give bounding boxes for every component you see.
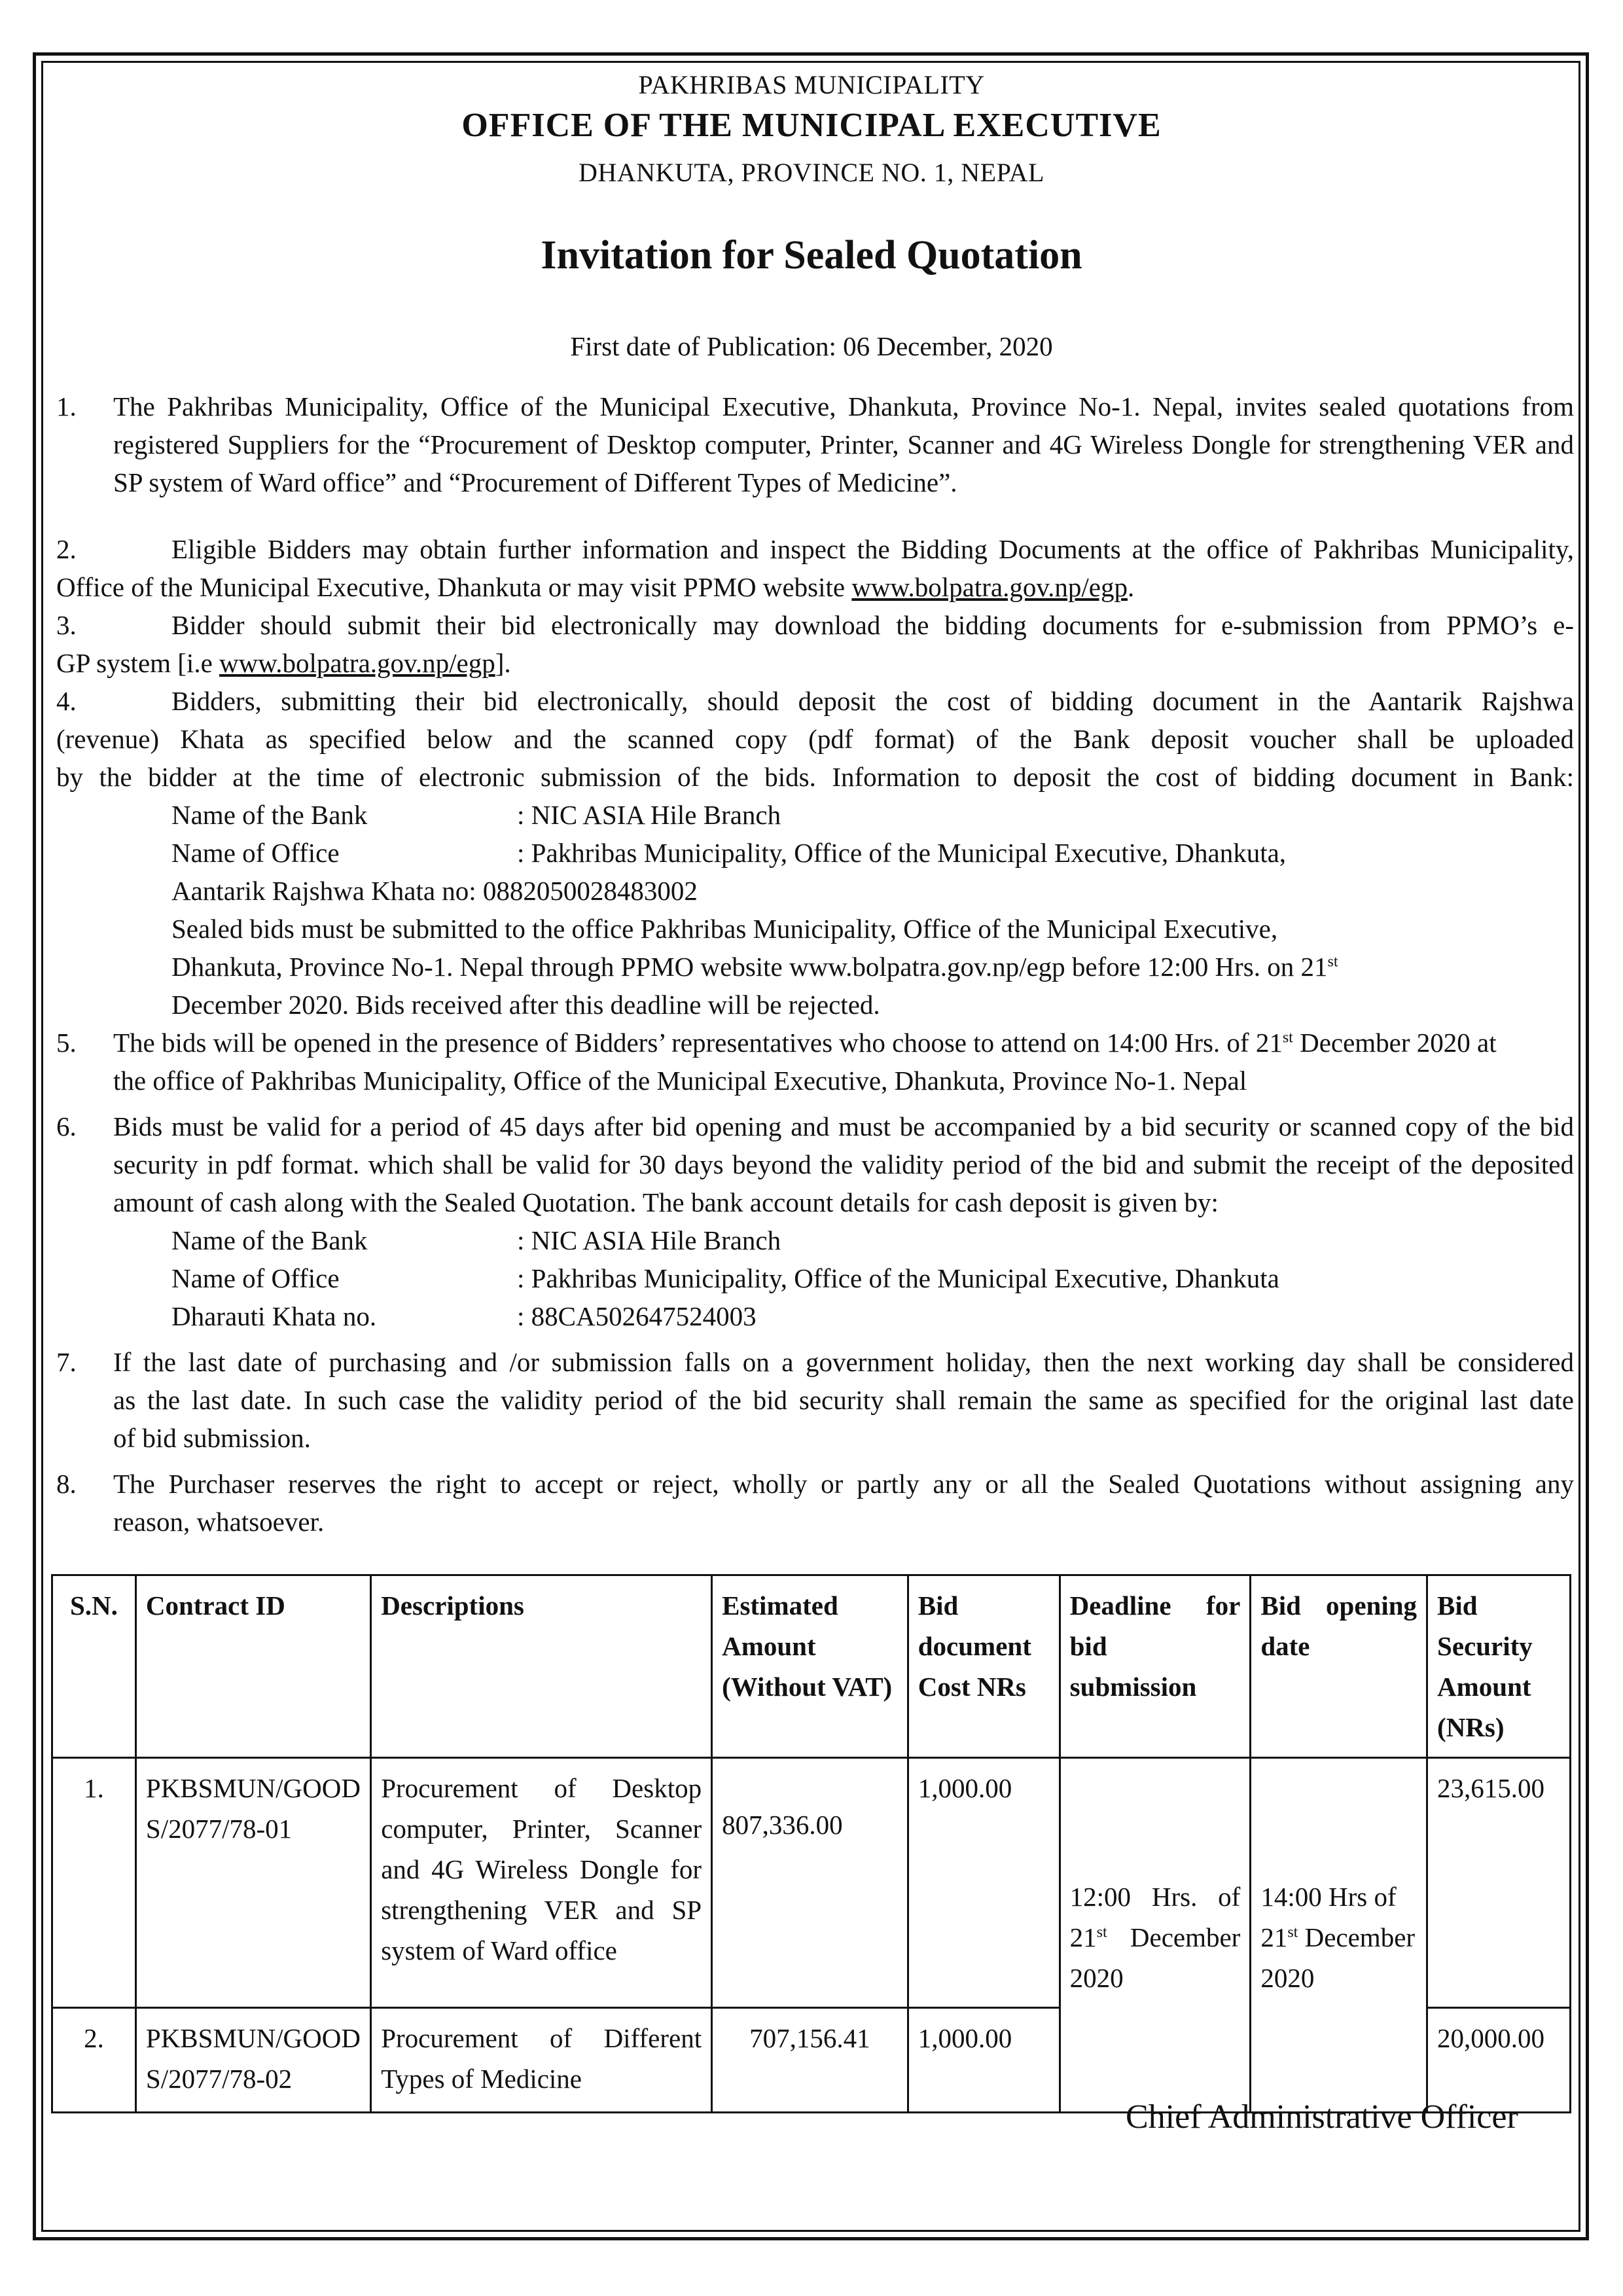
item-number: 1. <box>56 391 77 422</box>
item-6-line: amount of cash along with the Sealed Quotation. The bank account details for cash deposit is given by: <box>113 1187 1219 1217</box>
ordinal-suffix: st <box>1096 1924 1107 1941</box>
item-5-text: December 2020 at <box>1293 1028 1497 1058</box>
item-number: 5. <box>56 1028 77 1058</box>
item-8-line: The Purchaser reserves the right to accept or reject, wholly or partly any or all the Sealed Quotations without assigning any <box>113 1469 1574 1499</box>
dharauti-khata-value: : 88CA502647524003 <box>517 1301 757 1331</box>
egp-system-link[interactable]: www.bolpatra.gov.np/egp <box>219 648 495 678</box>
item-2-line <box>56 571 1134 603</box>
column-header-deadline: Deadline for bid submission <box>1060 1575 1251 1758</box>
bank-name-label: Name of the Bank <box>171 1225 368 1255</box>
ordinal-suffix: st <box>1327 953 1338 971</box>
item-number: 4. <box>56 686 77 716</box>
item-7-line: of bid submission. <box>113 1423 311 1453</box>
item-4-line: (revenue) Khata as specified below and the scanned copy (pdf format) of the Bank deposit voucher shall be uploaded <box>56 724 1574 754</box>
item-number: 3. <box>56 610 77 640</box>
table-row <box>52 1758 1571 2008</box>
revenue-khata-number: Aantarik Rajshwa Khata no: 0882050028483002 <box>171 876 698 906</box>
opening-text: 14:00 Hrs of 21 <box>1260 1882 1397 1952</box>
notice-title: Invitation for Sealed Quotation <box>541 233 1082 278</box>
cell-estimated-amount: 707,156.41 <box>712 2008 908 2113</box>
item-3-line: Bidder should submit their bid electronically may download the bidding documents for e-submission from PPMO’s e- <box>171 610 1574 640</box>
item-3-text: ]. <box>495 648 511 678</box>
cell-bid-document-cost: 1,000.00 <box>908 1758 1060 2008</box>
office-name-value: : Pakhribas Municipality, Office of the Municipal Executive, Dhankuta, <box>517 838 1287 868</box>
item-number: 6. <box>56 1111 77 1141</box>
cell-bid-security: 23,615.00 <box>1427 1758 1571 2008</box>
cell-contract-id: PKBSMUN/GOODS/2077/78-02 <box>135 2008 370 2113</box>
item-8-line: reason, whatsoever. <box>113 1507 325 1537</box>
item-number: 8. <box>56 1469 77 1499</box>
column-header-contract-id: Contract ID <box>135 1575 370 1758</box>
office-name-value: : Pakhribas Municipality, Office of the Municipal Executive, Dhankuta <box>517 1263 1279 1293</box>
submission-deadline-note: December 2020. Bids received after this deadline will be rejected. <box>171 990 880 1020</box>
bank-name-value: : NIC ASIA Hile Branch <box>517 800 781 830</box>
table-header-row <box>52 1575 1571 1758</box>
bank-name-value: : NIC ASIA Hile Branch <box>517 1225 781 1255</box>
column-header-estimated-amount: Estimated Amount (Without VAT) <box>712 1575 908 1758</box>
item-number: 7. <box>56 1347 77 1377</box>
publication-date: First date of Publication: 06 December, 2020 <box>570 331 1053 361</box>
item-4-line: Bidders, submitting their bid electronically, should deposit the cost of bidding document in the Aantarik Rajshwa <box>171 686 1574 716</box>
cell-description: Procurement of Desktop computer, Printer, Scanner and 4G Wireless Dongle for strengthening VER and SP system of Ward office <box>371 1758 712 2008</box>
office-location: DHANKUTA, PROVINCE NO. 1, NEPAL <box>579 158 1044 187</box>
item-2-text: Office of the Municipal Executive, Dhankuta or may visit PPMO website <box>56 572 852 602</box>
column-header-descriptions: Descriptions <box>371 1575 712 1758</box>
opening-text: December 2020 <box>1260 1922 1416 1993</box>
bank-name-label: Name of the Bank <box>171 800 368 830</box>
submission-instructions: Sealed bids must be submitted to the office Pakhribas Municipality, Office of the Municipal Executive, <box>171 914 1278 944</box>
office-name: OFFICE OF THE MUNICIPAL EXECUTIVE <box>461 107 1162 144</box>
item-5-line <box>113 1027 1497 1058</box>
item-number: 2. <box>56 534 77 564</box>
cell-sn: 1. <box>52 1758 136 2008</box>
ordinal-suffix: st <box>1287 1924 1298 1941</box>
item-1-line: The Pakhribas Municipality, Office of the Municipal Executive, Dhankuta, Province No-1. Nepal, invites sealed quotations from <box>113 391 1574 422</box>
item-5-text: The bids will be opened in the presence of Bidders’ representatives who choose to attend on 14:00 Hrs. of 21 <box>113 1028 1283 1058</box>
item-2-line: Eligible Bidders may obtain further information and inspect the Bidding Documents at the office of Pakhribas Municipality, <box>171 534 1574 564</box>
item-2-text: . <box>1128 572 1135 602</box>
cell-opening-date <box>1251 1758 1427 2113</box>
column-header-opening-date: Bid opening date <box>1251 1575 1427 1758</box>
column-header-bid-security: Bid Security Amount (NRs) <box>1427 1575 1571 1758</box>
signatory-title: Chief Administrative Officer <box>1126 2098 1518 2136</box>
cell-estimated-amount: 807,336.00 <box>712 1758 908 2008</box>
item-3-text: GP system [i.e <box>56 648 220 678</box>
office-name-label: Name of Office <box>171 838 340 868</box>
column-header-bid-document-cost: Bid document Cost NRs <box>908 1575 1060 1758</box>
item-4-line: by the bidder at the time of electronic submission of the bids. Information to deposit the cost of bidding document in Bank: <box>56 762 1574 792</box>
cell-sn: 2. <box>52 2008 136 2113</box>
item-1-line: registered Suppliers for the “Procurement of Desktop computer, Printer, Scanner and 4G Wireless Dongle for strengthening VER and <box>113 429 1574 459</box>
item-5-line: the office of Pakhribas Municipality, Office of the Municipal Executive, Dhankuta, Province No-1. Nepal <box>113 1066 1247 1096</box>
submission-instructions <box>171 951 1338 982</box>
deadline-text: 12:00 Hrs. of 21 <box>1069 1882 1241 1952</box>
item-6-line: Bids must be valid for a period of 45 days after bid opening and must be accompanied by a bid security or scanned copy of the bid <box>113 1111 1574 1141</box>
column-header-sn: S.N. <box>52 1575 136 1758</box>
cell-bid-security: 20,000.00 <box>1427 2008 1571 2113</box>
deadline-text: December 2020 <box>1069 1922 1241 1993</box>
ppmo-website-link[interactable]: www.bolpatra.gov.np/egp <box>851 572 1128 602</box>
submission-text: Dhankuta, Province No-1. Nepal through PPMO website www.bolpatra.gov.np/egp before 12:00 Hrs. on 21 <box>171 952 1328 982</box>
item-7-line: If the last date of purchasing and /or submission falls on a government holiday, then the next working day shall be considered <box>113 1347 1574 1377</box>
item-7-line: as the last date. In such case the validity period of the bid security shall remain the same as specified for the original last date <box>113 1385 1574 1415</box>
dharauti-khata-label: Dharauti Khata no. <box>171 1301 377 1331</box>
cell-contract-id: PKBSMUN/GOODS/2077/78-01 <box>135 1758 370 2008</box>
office-name-label: Name of Office <box>171 1263 340 1293</box>
cell-deadline <box>1060 1758 1251 2113</box>
item-6-line: security in pdf format. which shall be valid for 30 days beyond the validity period of the bid and submit the receipt of the deposited <box>113 1149 1574 1179</box>
tender-table <box>51 1574 1571 2113</box>
ordinal-suffix: st <box>1282 1029 1293 1047</box>
cell-bid-document-cost: 1,000.00 <box>908 2008 1060 2113</box>
cell-description: Procurement of Different Types of Medicine <box>371 2008 712 2113</box>
item-1-line: SP system of Ward office” and “Procurement of Different Types of Medicine”. <box>113 467 957 497</box>
municipality-name: PAKHRIBAS MUNICIPALITY <box>638 70 985 99</box>
item-3-line <box>56 647 511 679</box>
